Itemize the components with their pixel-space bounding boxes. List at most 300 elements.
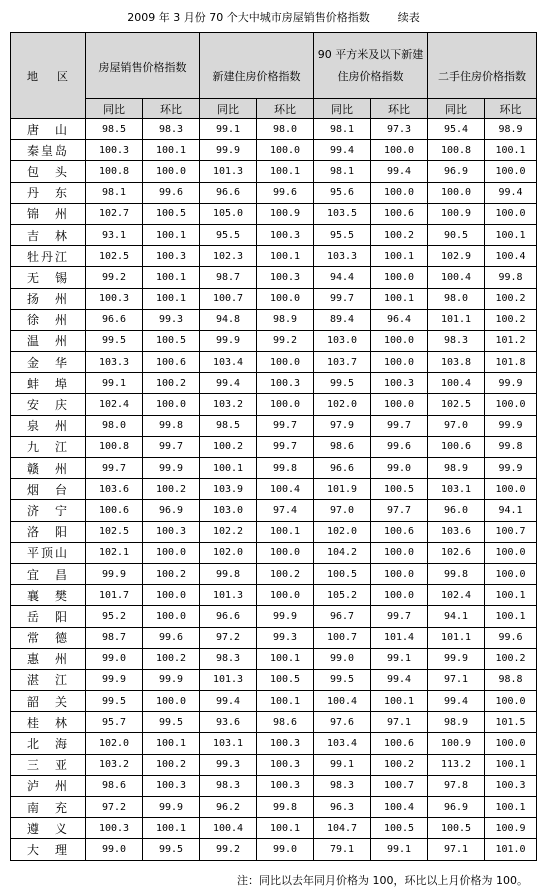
city-cell: 秦皇岛 (11, 140, 86, 161)
value-cell: 98.1 (314, 161, 371, 182)
value-cell: 96.3 (314, 797, 371, 818)
value-cell: 100.1 (257, 691, 314, 712)
city-cell: 包 头 (11, 161, 86, 182)
value-cell: 100.1 (257, 521, 314, 542)
value-cell: 101.3 (200, 669, 257, 690)
mom-header: 环比 (143, 99, 200, 119)
value-cell: 100.0 (257, 352, 314, 373)
value-cell: 102.7 (86, 203, 143, 224)
value-cell: 99.4 (371, 669, 428, 690)
value-cell: 99.3 (200, 754, 257, 775)
value-cell: 100.2 (143, 373, 200, 394)
value-cell: 103.6 (86, 479, 143, 500)
value-cell: 100.1 (143, 224, 200, 245)
value-cell: 100.7 (485, 521, 537, 542)
value-cell: 99.2 (200, 839, 257, 860)
table-row (11, 648, 537, 669)
value-cell: 100.1 (143, 733, 200, 754)
value-cell: 99.0 (314, 648, 371, 669)
value-cell: 103.7 (314, 352, 371, 373)
table-row (11, 352, 537, 373)
value-cell: 96.9 (143, 500, 200, 521)
value-cell: 103.6 (428, 521, 485, 542)
value-cell: 99.5 (86, 691, 143, 712)
value-cell: 95.5 (314, 224, 371, 245)
value-cell: 100.0 (143, 161, 200, 182)
value-cell: 96.6 (86, 309, 143, 330)
value-cell: 102.0 (86, 733, 143, 754)
value-cell: 99.9 (86, 563, 143, 584)
value-cell: 103.2 (86, 754, 143, 775)
value-cell: 98.3 (200, 648, 257, 669)
value-cell: 99.6 (485, 627, 537, 648)
value-cell: 103.5 (314, 203, 371, 224)
table-row (11, 563, 537, 584)
city-cell: 宜 昌 (11, 563, 86, 584)
value-cell: 98.9 (257, 309, 314, 330)
value-cell: 100.3 (257, 775, 314, 796)
value-cell: 99.2 (86, 267, 143, 288)
value-cell: 99.4 (200, 691, 257, 712)
value-cell: 100.1 (371, 288, 428, 309)
value-cell: 97.3 (371, 119, 428, 140)
value-cell: 89.4 (314, 309, 371, 330)
value-cell: 102.9 (428, 246, 485, 267)
table-row (11, 288, 537, 309)
value-cell: 99.4 (428, 691, 485, 712)
value-cell: 100.0 (485, 563, 537, 584)
value-cell: 99.9 (143, 669, 200, 690)
value-cell: 103.0 (200, 500, 257, 521)
value-cell: 103.1 (428, 479, 485, 500)
value-cell: 100.3 (86, 288, 143, 309)
value-cell: 100.0 (485, 203, 537, 224)
value-cell: 99.6 (257, 182, 314, 203)
value-cell: 99.5 (143, 712, 200, 733)
value-cell: 102.6 (428, 542, 485, 563)
value-cell: 99.9 (485, 415, 537, 436)
city-cell: 赣 州 (11, 458, 86, 479)
value-cell: 100.5 (143, 330, 200, 351)
value-cell: 100.1 (200, 458, 257, 479)
city-cell: 洛 阳 (11, 521, 86, 542)
city-cell: 徐 州 (11, 309, 86, 330)
value-cell: 101.3 (200, 585, 257, 606)
value-cell: 99.1 (200, 119, 257, 140)
table-row (11, 818, 537, 839)
table-row (11, 733, 537, 754)
city-cell: 锦 州 (11, 203, 86, 224)
table-row (11, 182, 537, 203)
value-cell: 99.4 (485, 182, 537, 203)
value-cell: 99.9 (485, 373, 537, 394)
value-cell: 100.0 (371, 267, 428, 288)
value-cell: 99.9 (143, 797, 200, 818)
table-row (11, 839, 537, 860)
value-cell: 103.2 (200, 394, 257, 415)
value-cell: 94.8 (200, 309, 257, 330)
value-cell: 100.3 (257, 373, 314, 394)
value-cell: 99.8 (143, 415, 200, 436)
value-cell: 98.3 (314, 775, 371, 796)
value-cell: 100.0 (257, 140, 314, 161)
value-cell: 100.3 (143, 521, 200, 542)
value-cell: 95.2 (86, 606, 143, 627)
value-cell: 100.2 (200, 436, 257, 457)
value-cell: 100.3 (257, 754, 314, 775)
value-cell: 100.0 (257, 542, 314, 563)
value-cell: 99.4 (371, 161, 428, 182)
value-cell: 100.4 (314, 691, 371, 712)
table-row (11, 691, 537, 712)
city-cell: 韶 关 (11, 691, 86, 712)
city-cell: 桂 林 (11, 712, 86, 733)
value-cell: 99.8 (257, 797, 314, 818)
value-cell: 100.4 (428, 373, 485, 394)
value-cell: 102.0 (314, 394, 371, 415)
value-cell: 96.4 (371, 309, 428, 330)
value-cell: 103.8 (428, 352, 485, 373)
value-cell: 90.5 (428, 224, 485, 245)
value-cell: 105.2 (314, 585, 371, 606)
value-cell: 100.1 (371, 246, 428, 267)
value-cell: 100.1 (257, 161, 314, 182)
value-cell: 96.6 (314, 458, 371, 479)
value-cell: 98.5 (86, 119, 143, 140)
value-cell: 97.2 (86, 797, 143, 818)
value-cell: 100.9 (485, 818, 537, 839)
value-cell: 100.5 (371, 479, 428, 500)
value-cell: 100.0 (143, 691, 200, 712)
value-cell: 102.4 (428, 585, 485, 606)
value-cell: 98.0 (86, 415, 143, 436)
value-cell: 99.8 (485, 436, 537, 457)
value-cell: 101.7 (86, 585, 143, 606)
value-cell: 100.0 (371, 182, 428, 203)
value-cell: 103.9 (200, 479, 257, 500)
value-cell: 99.4 (200, 373, 257, 394)
table-row (11, 797, 537, 818)
value-cell: 97.1 (428, 669, 485, 690)
value-cell: 102.0 (200, 542, 257, 563)
value-cell: 103.1 (200, 733, 257, 754)
value-cell: 99.9 (200, 140, 257, 161)
value-cell: 99.9 (485, 458, 537, 479)
value-cell: 100.3 (371, 373, 428, 394)
value-cell: 99.7 (86, 458, 143, 479)
city-cell: 泉 州 (11, 415, 86, 436)
value-cell: 101.8 (485, 352, 537, 373)
table-row (11, 224, 537, 245)
value-cell: 99.9 (143, 458, 200, 479)
value-cell: 101.0 (485, 839, 537, 860)
table-row (11, 775, 537, 796)
value-cell: 102.1 (86, 542, 143, 563)
value-cell: 102.4 (86, 394, 143, 415)
mom-header: 环比 (485, 99, 537, 119)
value-cell: 98.9 (428, 712, 485, 733)
value-cell: 100.2 (371, 754, 428, 775)
value-cell: 98.3 (428, 330, 485, 351)
value-cell: 99.5 (143, 839, 200, 860)
value-cell: 100.1 (257, 246, 314, 267)
value-cell: 100.1 (143, 140, 200, 161)
value-cell: 100.3 (143, 246, 200, 267)
value-cell: 100.4 (485, 246, 537, 267)
table-body (11, 119, 537, 861)
value-cell: 100.1 (485, 606, 537, 627)
value-cell: 101.1 (428, 627, 485, 648)
value-cell: 100.9 (428, 203, 485, 224)
value-cell: 95.6 (314, 182, 371, 203)
value-cell: 100.2 (485, 288, 537, 309)
value-cell: 100.4 (371, 797, 428, 818)
value-cell: 99.1 (371, 648, 428, 669)
value-cell: 102.5 (428, 394, 485, 415)
value-cell: 100.1 (485, 224, 537, 245)
value-cell: 99.9 (257, 606, 314, 627)
value-cell: 100.3 (257, 224, 314, 245)
value-cell: 100.2 (143, 563, 200, 584)
value-cell: 97.8 (428, 775, 485, 796)
value-cell: 100.0 (371, 585, 428, 606)
value-cell: 98.3 (200, 775, 257, 796)
value-cell: 100.0 (485, 542, 537, 563)
value-cell: 99.2 (257, 330, 314, 351)
table-row (11, 542, 537, 563)
table-row (11, 267, 537, 288)
value-cell: 98.6 (314, 436, 371, 457)
value-cell: 98.9 (428, 458, 485, 479)
value-cell: 100.3 (485, 775, 537, 796)
value-cell: 94.4 (314, 267, 371, 288)
value-cell: 99.7 (143, 436, 200, 457)
city-cell: 泸 州 (11, 775, 86, 796)
city-cell: 常 德 (11, 627, 86, 648)
value-cell: 102.0 (314, 521, 371, 542)
table-row (11, 203, 537, 224)
value-cell: 103.4 (200, 352, 257, 373)
value-cell: 97.6 (314, 712, 371, 733)
table-row (11, 246, 537, 267)
value-cell: 100.7 (371, 775, 428, 796)
value-cell: 97.9 (314, 415, 371, 436)
value-cell: 97.4 (257, 500, 314, 521)
city-cell: 遵 义 (11, 818, 86, 839)
value-cell: 104.2 (314, 542, 371, 563)
value-cell: 99.0 (86, 648, 143, 669)
value-cell: 93.1 (86, 224, 143, 245)
value-cell: 105.0 (200, 203, 257, 224)
value-cell: 100.2 (143, 754, 200, 775)
city-cell: 牡丹江 (11, 246, 86, 267)
value-cell: 100.0 (371, 140, 428, 161)
value-cell: 100.0 (485, 691, 537, 712)
city-cell: 岳 阳 (11, 606, 86, 627)
value-cell: 98.7 (200, 267, 257, 288)
value-cell: 113.2 (428, 754, 485, 775)
value-cell: 100.6 (86, 500, 143, 521)
value-cell: 101.4 (371, 627, 428, 648)
value-cell: 100.1 (257, 818, 314, 839)
value-cell: 100.0 (143, 585, 200, 606)
value-cell: 99.7 (371, 415, 428, 436)
value-cell: 99.7 (257, 436, 314, 457)
value-cell: 101.5 (485, 712, 537, 733)
value-cell: 100.8 (86, 436, 143, 457)
value-cell: 99.8 (257, 458, 314, 479)
table-row (11, 606, 537, 627)
value-cell: 100.0 (257, 585, 314, 606)
value-cell: 103.0 (314, 330, 371, 351)
city-cell: 无 锡 (11, 267, 86, 288)
value-cell: 103.3 (86, 352, 143, 373)
group-header-second-hand: 二手住房价格指数 (428, 33, 537, 99)
city-cell: 平顶山 (11, 542, 86, 563)
city-cell: 惠 州 (11, 648, 86, 669)
value-cell: 102.2 (200, 521, 257, 542)
mom-header: 环比 (371, 99, 428, 119)
value-cell: 100.5 (428, 818, 485, 839)
value-cell: 100.0 (257, 394, 314, 415)
value-cell: 100.0 (371, 330, 428, 351)
value-cell: 100.4 (428, 267, 485, 288)
table-row (11, 415, 537, 436)
value-cell: 99.0 (257, 839, 314, 860)
value-cell: 99.8 (428, 563, 485, 584)
group-header-new: 新建住房价格指数 (200, 33, 314, 99)
value-cell: 101.1 (428, 309, 485, 330)
yoy-header: 同比 (428, 99, 485, 119)
yoy-header: 同比 (200, 99, 257, 119)
table-row (11, 309, 537, 330)
value-cell: 96.9 (428, 161, 485, 182)
value-cell: 100.4 (200, 818, 257, 839)
value-cell: 100.9 (428, 733, 485, 754)
value-cell: 100.0 (428, 182, 485, 203)
group-header-small-new: 90 平方米及以下新建住房价格指数 (314, 33, 428, 99)
city-cell: 大 理 (11, 839, 86, 860)
value-cell: 95.5 (200, 224, 257, 245)
value-cell: 99.9 (428, 648, 485, 669)
page-title: 2009 年 3 月份 70 个大中城市房屋销售价格指数 续表 (127, 11, 420, 24)
value-cell: 100.3 (257, 267, 314, 288)
value-cell: 100.1 (143, 818, 200, 839)
value-cell: 102.5 (86, 521, 143, 542)
table-row (11, 161, 537, 182)
region-header: 地 区 (11, 33, 86, 119)
value-cell: 98.7 (86, 627, 143, 648)
value-cell: 95.4 (428, 119, 485, 140)
value-cell: 94.1 (428, 606, 485, 627)
value-cell: 104.7 (314, 818, 371, 839)
value-cell: 99.5 (314, 669, 371, 690)
value-cell: 99.1 (371, 839, 428, 860)
value-cell: 100.6 (143, 352, 200, 373)
value-cell: 102.5 (86, 246, 143, 267)
value-cell: 93.6 (200, 712, 257, 733)
value-cell: 99.0 (371, 458, 428, 479)
table-row (11, 754, 537, 775)
value-cell: 99.1 (314, 754, 371, 775)
table-row (11, 521, 537, 542)
value-cell: 100.2 (143, 648, 200, 669)
value-cell: 79.1 (314, 839, 371, 860)
table-footnote: 注：同比以去年同月价格为 100，环比以上月价格为 100。 (237, 874, 528, 887)
value-cell: 100.9 (257, 203, 314, 224)
value-cell: 99.9 (86, 669, 143, 690)
city-cell: 济 宁 (11, 500, 86, 521)
value-cell: 100.1 (143, 267, 200, 288)
value-cell: 100.1 (257, 648, 314, 669)
value-cell: 96.0 (428, 500, 485, 521)
value-cell: 100.5 (314, 563, 371, 584)
value-cell: 99.9 (200, 330, 257, 351)
value-cell: 99.8 (485, 267, 537, 288)
value-cell: 100.8 (428, 140, 485, 161)
table-row (11, 479, 537, 500)
value-cell: 97.7 (371, 500, 428, 521)
city-cell: 唐 山 (11, 119, 86, 140)
city-cell: 安 庆 (11, 394, 86, 415)
value-cell: 100.3 (86, 140, 143, 161)
value-cell: 100.5 (143, 203, 200, 224)
city-cell: 烟 台 (11, 479, 86, 500)
value-cell: 99.7 (371, 606, 428, 627)
value-cell: 100.3 (143, 775, 200, 796)
table-row (11, 712, 537, 733)
value-cell: 100.8 (86, 161, 143, 182)
value-cell: 98.3 (143, 119, 200, 140)
table-row (11, 330, 537, 351)
value-cell: 102.3 (200, 246, 257, 267)
value-cell: 98.8 (485, 669, 537, 690)
group-header-sales: 房屋销售价格指数 (86, 33, 200, 99)
value-cell: 99.6 (143, 627, 200, 648)
value-cell: 99.7 (314, 288, 371, 309)
value-cell: 100.2 (371, 224, 428, 245)
table-row (11, 140, 537, 161)
value-cell: 100.3 (257, 733, 314, 754)
value-cell: 98.0 (257, 119, 314, 140)
value-cell: 100.4 (257, 479, 314, 500)
value-cell: 98.6 (86, 775, 143, 796)
value-cell: 100.2 (485, 309, 537, 330)
table-row (11, 119, 537, 140)
value-cell: 99.8 (200, 563, 257, 584)
value-cell: 100.1 (485, 797, 537, 818)
value-cell: 100.0 (485, 733, 537, 754)
table-row (11, 627, 537, 648)
yoy-header: 同比 (86, 99, 143, 119)
yoy-header: 同比 (314, 99, 371, 119)
value-cell: 98.9 (485, 119, 537, 140)
table-row (11, 585, 537, 606)
value-cell: 100.0 (143, 542, 200, 563)
value-cell: 99.3 (143, 309, 200, 330)
value-cell: 100.0 (257, 288, 314, 309)
value-cell: 98.6 (257, 712, 314, 733)
value-cell: 100.7 (314, 627, 371, 648)
value-cell: 100.2 (143, 479, 200, 500)
value-cell: 96.2 (200, 797, 257, 818)
value-cell: 100.6 (371, 733, 428, 754)
city-cell: 湛 江 (11, 669, 86, 690)
value-cell: 100.0 (371, 563, 428, 584)
value-cell: 100.0 (371, 394, 428, 415)
value-cell: 99.5 (86, 330, 143, 351)
city-cell: 金 华 (11, 352, 86, 373)
